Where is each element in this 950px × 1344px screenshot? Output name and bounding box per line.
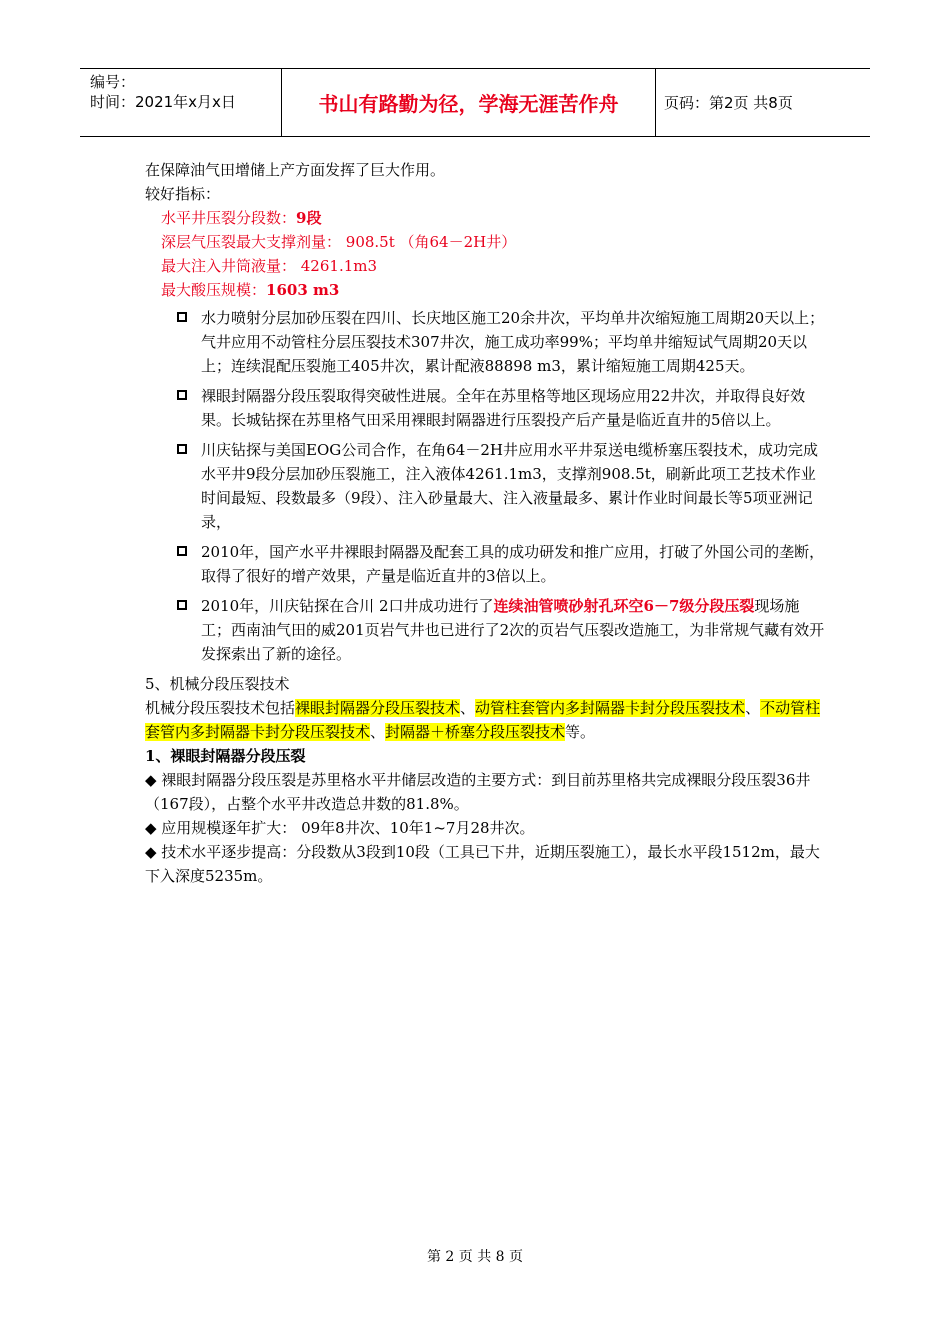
checkbox-bullet-icon	[145, 384, 201, 432]
highlighted-red-text: 连续油管喷砂射孔环空6－7级分段压裂	[493, 597, 755, 615]
checkbox-bullet-icon	[145, 594, 201, 666]
subsection-heading: 1、裸眼封隔器分段压裂	[145, 747, 306, 765]
checkbox-bullet-icon	[145, 438, 201, 534]
indicator-value: 9段	[296, 209, 322, 227]
list-item-text: 2010年，国产水平井裸眼封隔器及配套工具的成功研发和推广应用，打破了外国公司的垄断，取得了很好的增产效果，产量是临近直井的3倍以上。	[201, 543, 825, 585]
header-page-number: 页码：第2页 共8页	[664, 94, 793, 112]
text-run: 、	[745, 699, 761, 717]
list-item-text: 裸眼封隔器分段压裂取得突破性进展。全年在苏里格等地区现场应用22井次，并取得良好效果。长城钻探在苏里格气田采用裸眼封隔器进行压裂投产后产量是临近直井的5倍以上。	[201, 387, 806, 429]
highlighted-text: 动管柱套管内多封隔器卡封分段压裂技术	[475, 699, 746, 717]
checkbox-bullet-icon	[145, 540, 201, 588]
indicator-label: 水平井压裂分段数：	[161, 209, 297, 227]
indicator-label: 最大酸压规模：	[161, 281, 267, 299]
text-run: 等。	[565, 723, 596, 741]
list-item	[145, 384, 825, 432]
document-number-label: 编号：	[90, 73, 136, 91]
highlighted-text: 裸眼封隔器分段压裂技术	[295, 699, 461, 717]
text-run: 、	[370, 723, 386, 741]
text-run: 、	[460, 699, 476, 717]
header-left-cell	[80, 69, 282, 136]
text-run: 机械分段压裂技术包括	[145, 699, 296, 717]
list-item	[145, 594, 825, 666]
good-indicators-heading: 较好指标：	[145, 185, 221, 203]
indicator-segments	[145, 206, 825, 230]
bullet-list	[145, 306, 825, 666]
checkbox-bullet-icon	[145, 306, 201, 378]
section-heading: 5、机械分段压裂技术	[145, 675, 290, 693]
list-item-text: 水力喷射分层加砂压裂在四川、长庆地区施工20余井次，平均单井次缩短施工周期20天以上；气井应用不动管柱分层压裂技术307井次，施工成功率99%；平均单井缩短试气周期20天以上；连续混配压裂施工405井次，累计配液88898 m3，累计缩短施工周期425天。	[201, 309, 825, 375]
text-run: 2010年，川庆钻探在合川 2口井成功进行了	[201, 597, 494, 615]
diamond-list-item: ◆ 技术水平逐步提高：分段数从3段到10段（工具已下井，近期压裂施工），最长水平段1512m，最大下入深度5235m。	[145, 843, 820, 885]
document-body	[145, 158, 825, 888]
document-date: 时间：2021年x月x日	[90, 93, 236, 111]
page-header	[80, 68, 870, 137]
list-item-text: 川庆钻探与美国EOG公司合作，在角64－2H井应用水平井泵送电缆桥塞压裂技术，成功完成水平井9段分层加砂压裂施工，注入液体4261.1m3，支撑剂908.5t，刷新此项工艺技术作业时间最短、段数最多（9段）、注入砂量最大、注入液量最多、累计作业时间最长等5项亚洲记录，	[201, 441, 818, 531]
indicator-proppant: 深层气压裂最大支撑剂量： 908.5t （角64－2H井）	[161, 233, 517, 251]
diamond-list-item: ◆ 裸眼封隔器分段压裂是苏里格水平井储层改造的主要方式：到目前苏里格共完成裸眼分段压裂36井（167段），占整个水平井改造总井数的81.8%。	[145, 771, 811, 813]
highlighted-text: 封隔器＋桥塞分段压裂技术	[385, 723, 566, 741]
indicator-acid	[145, 278, 825, 302]
list-item	[145, 540, 825, 588]
list-item-text	[201, 594, 825, 666]
header-motto: 书山有路勤为径，学海无涯苦作舟	[282, 69, 656, 136]
text-run: 现场施工；西南油气田的威201页岩气井也已进行了2次的页岩气压裂改造施工，为非常规气藏有效开发探索出了新的途径。	[201, 597, 825, 663]
indicator-value: 1603 m3	[266, 281, 340, 299]
mechanical-fracturing-paragraph	[145, 696, 825, 744]
indicator-fluid: 最大注入井筒液量： 4261.1m3	[161, 257, 378, 275]
list-item	[145, 438, 825, 534]
paragraph: 在保障油气田增储上产方面发挥了巨大作用。	[145, 161, 446, 179]
highlighted-text: 不动管柱套管内多封隔器卡封分段压裂技术	[145, 699, 821, 741]
page-footer: 第 2 页 共 8 页	[426, 1249, 524, 1265]
diamond-list-item: ◆ 应用规模逐年扩大： 09年8井次、10年1~7月28井次。	[145, 819, 535, 837]
list-item	[145, 306, 825, 378]
